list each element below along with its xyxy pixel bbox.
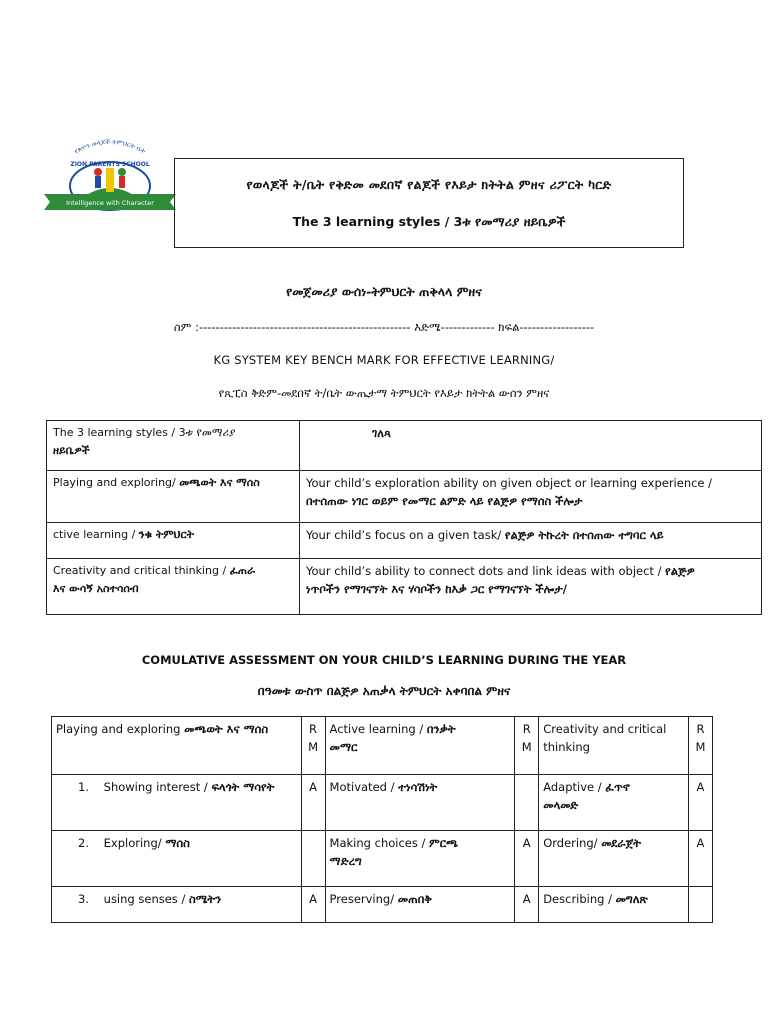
table-cell: 1. Showing interest / ፍላጎት ማሳየት: [52, 775, 302, 831]
rm-header: R M: [301, 717, 325, 775]
kg-benchmark-heading-am: የጺፒስ ቅድም-መደበኛ ት/ቤት ውጤታማ ትምህርት የእይታ ክትትል ውሰን ምዘና: [218, 386, 550, 400]
logo-name-text: ZION PARENTS SCHOOL: [70, 161, 150, 168]
rating-cell: A: [301, 775, 325, 831]
table-cell: 2. Exploring/ ማሰስ: [52, 831, 302, 887]
table-cell: 3. using senses / ስሜትን: [52, 887, 302, 923]
table-cell: The 3 learning styles / 3ቱ የመማሪያ ዘይቤዎች: [47, 421, 300, 471]
rating-cell: A: [515, 831, 539, 887]
cumulative-assessment-title: COMULATIVE ASSESSMENT ON YOUR CHILD’S LEARNING DURING THE YEAR: [141, 653, 627, 667]
logo-top-text: የጽዮን ወላጆች ትምህርት ቤት: [72, 137, 148, 156]
table-cell: Adaptive / ፈጥኖ መላመድ: [539, 775, 689, 831]
table-cell: ctive learning / ንቁ ትምህርት: [47, 523, 300, 559]
table-row: [52, 775, 713, 831]
svg-text:የጽዮን ወላጆች ትምህርት ቤት: [73, 138, 148, 156]
rating-cell: [301, 831, 325, 887]
learning-styles-table: [46, 420, 762, 615]
table-cell: Playing and exploring/ መጫወት እና ማሰስ: [47, 471, 300, 523]
kg-benchmark-heading: KG SYSTEM KEY BENCH MARK FOR EFFECTIVE LEARNING/: [213, 353, 555, 367]
school-logo: [42, 132, 176, 216]
cumulative-assessment-table: [51, 716, 713, 923]
rm-header: R M: [688, 717, 712, 775]
table-cell: Your child’s ability to connect dots and link ideas with object / የልጅዎ ነጥቦችን የማገናኘት እና ሃሳቦችን ከእቃ ጋር የማገናኘት ችሎታ/: [300, 559, 762, 615]
table-cell: Creativity and critical thinking: [539, 717, 689, 775]
report-subtitle: The 3 learning styles / 3ቱ የመማሪያ ዘይቤዎች: [292, 214, 566, 229]
rating-cell: A: [688, 831, 712, 887]
table-cell: Playing and exploring መጫወት እና ማሰስ: [52, 717, 302, 775]
assessment-title: የመጀመሪያ ውሰነ-ትምህርት ጠቅላላ ምዘና: [286, 284, 482, 299]
table-header-row: [52, 717, 713, 775]
student-info-fields: ስም :--------------------------------------------------- እድሜ------------- ክፍል------------------: [173, 320, 595, 334]
table-row: [52, 831, 713, 887]
table-header-row: [47, 421, 762, 471]
table-cell: ገለጻ: [300, 421, 762, 471]
table-row: [47, 523, 762, 559]
table-cell: Making choices / ምርጫ ማድረግ: [325, 831, 515, 887]
report-header: [174, 158, 684, 248]
table-row: [47, 559, 762, 615]
rating-cell: A: [301, 887, 325, 923]
logo-motto: Intelligence with Character: [66, 199, 154, 207]
table-cell: Ordering/ መደራጀት: [539, 831, 689, 887]
table-cell: Creativity and critical thinking / ፈጠራ እና ውሳኝ አስተሳሰብ: [47, 559, 300, 615]
table-cell: Your child’s exploration ability on given object or learning experience / በተሰጠው ነገር ወይም የመማር ልምድ ላይ የልጅዎ የማሰስ ችሎታ: [300, 471, 762, 523]
rating-cell: A: [515, 887, 539, 923]
rm-header: R M: [515, 717, 539, 775]
table-cell: Your child’s focus on a given task/ የልጅዎ ትኩረት በተሰጠው ተግባር ላይ: [300, 523, 762, 559]
table-cell: Preserving/ መጠበቅ: [325, 887, 515, 923]
cumulative-assessment-title-am: በዓመቱ ውስጥ በልጅዎ አጠቃላ ትምህርት አቀባበል ምዘና: [257, 684, 511, 698]
report-title: የወላጆች ት/ቤት የቅድመ መደበኛ የልጆች የእይታ ክትትል ምዘና ሪፖርት ካርድ: [246, 177, 612, 192]
table-cell: Motivated / ተነሳሽነት: [325, 775, 515, 831]
table-cell: Describing / መግለጽ: [539, 887, 689, 923]
table-row: [47, 471, 762, 523]
rating-cell: [688, 887, 712, 923]
school-crest-icon: [42, 132, 176, 216]
rating-cell: A: [688, 775, 712, 831]
table-cell: Active learning / በንቃት መማር: [325, 717, 515, 775]
rating-cell: [515, 775, 539, 831]
table-row: [52, 887, 713, 923]
